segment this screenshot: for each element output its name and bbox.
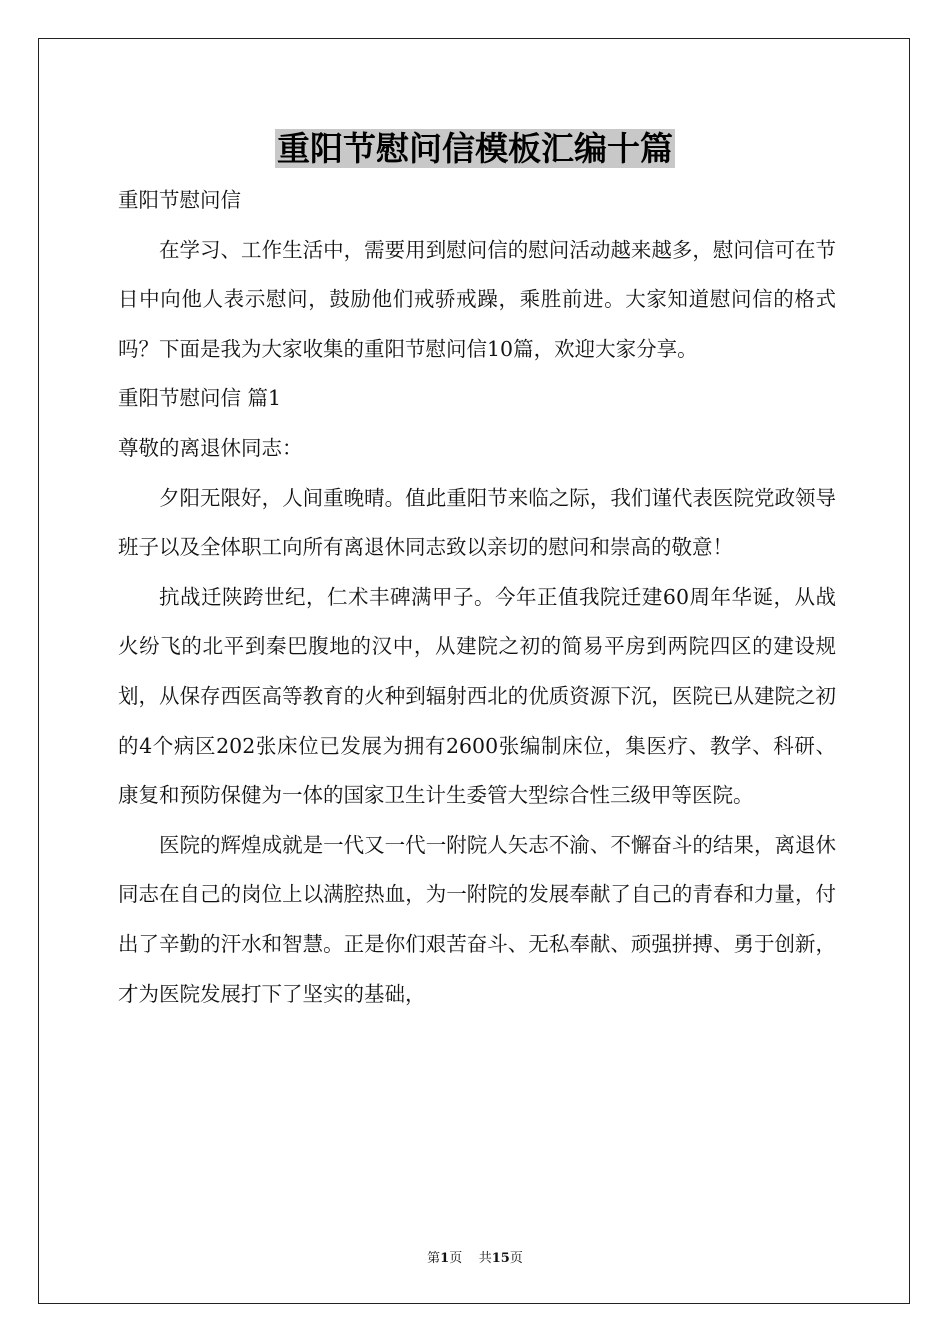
total-suffix: 页: [509, 1251, 523, 1266]
paragraph: 夕阳无限好，人间重晚晴。值此重阳节来临之际，我们谨代表医院党政领导班子以及全体职工向所有离退休同志致以亲切的慰问和崇高的敬意！: [118, 485, 836, 560]
document-title: [0, 126, 950, 172]
paragraph: 重阳节慰问信: [118, 188, 241, 212]
page-footer: [0, 1247, 950, 1266]
title-text: 重阳节慰问信模板汇编十篇: [277, 129, 673, 168]
page-suffix: 页: [449, 1251, 463, 1266]
paragraph: 医院的辉煌成就是一代又一代一附院人矢志不渝、不懈奋斗的结果，离退休同志在自己的岗位上以满腔热血，为一附院的发展奉献了自己的青春和力量，付出了辛勤的汗水和智慧。正是你们艰苦奋斗、无私奉献、顽强拼搏、勇于创新，才为医院发展打下了坚实的基础，: [118, 832, 836, 1006]
page-prefix: 第: [427, 1251, 441, 1266]
document-body: [118, 176, 836, 1019]
paragraph: 尊敬的离退休同志：: [118, 435, 303, 460]
total-prefix: 共: [478, 1251, 492, 1266]
page-number: 1: [440, 1251, 450, 1266]
paragraph: 重阳节慰问信 篇1: [118, 386, 282, 411]
paragraph: 抗战迁陕跨世纪，仁术丰碑满甲子。今年正值我院迁建60周年华诞，从战火纷飞的北平到秦巴腹地的汉中，从建院之初的简易平房到两院四区的建设规划，从保存西医高等教育的火种到辐射西北的优质资源下沉，医院已从建院之初的4个病区202张床位已发展为拥有2600张编制床位，集医疗、教学、科研、康复和预防保健为一体的国家卫生计生委管大型综合性三级甲等医院。: [118, 584, 836, 808]
paragraph: 在学习、工作生活中，需要用到慰问信的慰问活动越来越多，慰问信可在节日中向他人表示慰问，鼓励他们戒骄戒躁，乘胜前进。大家知道慰问信的格式吗？下面是我为大家收集的重阳节慰问信10篇，欢迎大家分享。: [118, 237, 836, 361]
total-pages: 15: [491, 1251, 510, 1266]
